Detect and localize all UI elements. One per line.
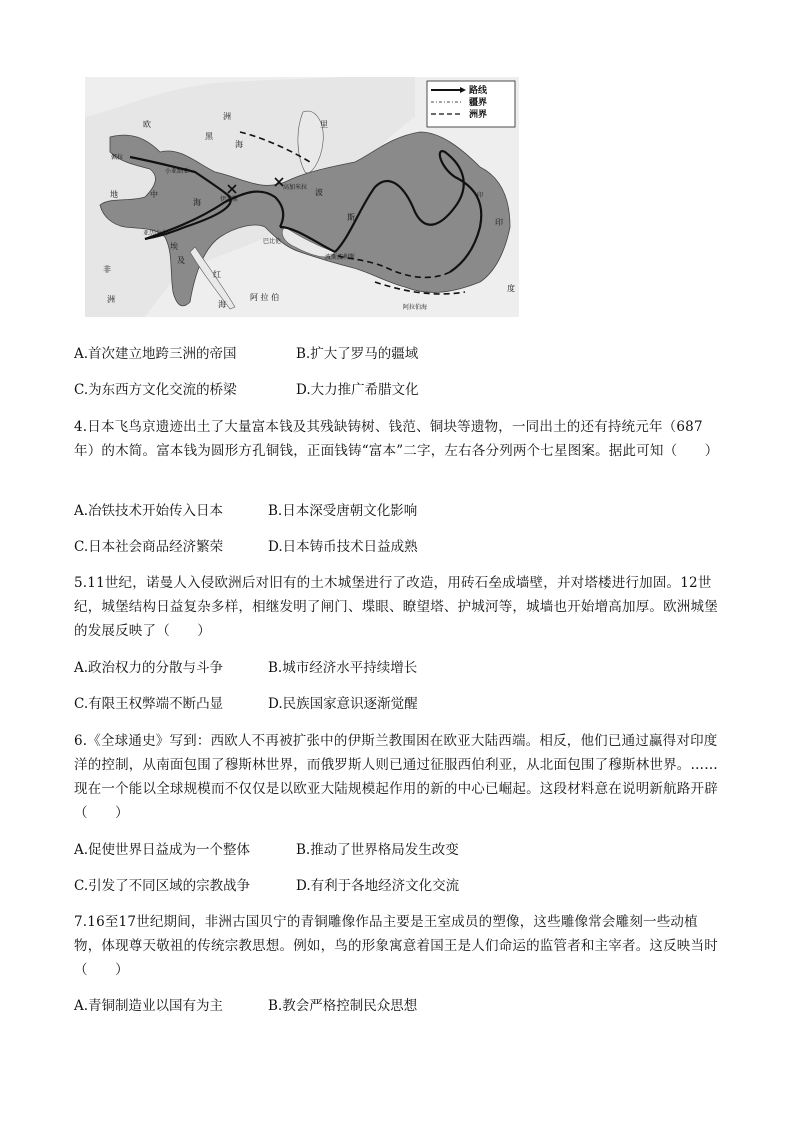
label-pella: 佩拉 — [111, 154, 124, 161]
q7-option-a[interactable]: A.青铜制造业以国有为主 — [74, 998, 224, 1014]
q6-option-a[interactable]: A.促使世界日益成为一个整体 — [74, 842, 251, 858]
label-si: 斯 — [347, 213, 355, 222]
label-hai3: 海 — [218, 300, 226, 309]
label-li: 里 — [320, 120, 328, 129]
label-persepolis: 波斯波利斯 — [325, 254, 356, 261]
q3-option-d[interactable]: D.大力推广希腊文化 — [296, 382, 419, 398]
label-hong: 红 — [213, 270, 221, 279]
label-hei: 黑 — [205, 132, 213, 141]
q6-option-b[interactable]: B.推动了世界格局发生改变 — [296, 842, 459, 858]
label-zhong: 中 — [150, 190, 158, 199]
legend-border: 疆界 — [469, 98, 488, 108]
q6-option-c[interactable]: C.引发了不同区域的宗教战争 — [74, 878, 251, 894]
alexander-campaign-map — [85, 77, 519, 317]
label-arabian-sea: 阿拉伯海 — [403, 304, 428, 311]
q3-option-b[interactable]: B.扩大了罗马的疆域 — [296, 346, 419, 362]
label-hai2: 海 — [193, 198, 201, 207]
label-asia-minor: 小亚细亚 — [165, 168, 190, 175]
label-alexandria: 亚历山大 — [143, 230, 168, 237]
q5-option-d[interactable]: D.民族国家意识逐渐觉醒 — [268, 696, 418, 712]
label-gaugamela: 高加米拉 — [283, 184, 308, 191]
label-issus: 伊苏斯 — [220, 196, 239, 203]
label-hai1: 海 — [235, 140, 243, 149]
label-zhou: 洲 — [223, 112, 231, 121]
q4-option-c[interactable]: C.日本社会商品经济繁荣 — [74, 539, 224, 555]
legend-route: 路线 — [469, 86, 488, 96]
q5-option-b[interactable]: B.城市经济水平持续增长 — [268, 660, 418, 676]
label-ind: 印 — [477, 192, 484, 199]
q6-stem: 6.《全球通史》写到：西欧人不再被扩张中的伊斯兰教围困在欧亚大陆西端。相反，他们已通过赢得对印度洋的控制，从南面包围了穆斯林世界，而俄罗斯人则已通过征服西伯利亚，从北面包围了穆斯林世界。……现在一个能以全球规模而不仅仅是以欧亚大陆规模起作用的新的中心已崛起。这段材料意在说明新航路开辟（ ） — [74, 733, 718, 821]
label-ai: 埃 — [170, 242, 178, 251]
q4-option-d[interactable]: D.日本铸币技术日益成熟 — [268, 539, 418, 555]
q7-option-b[interactable]: B.教会严格控制民众思想 — [268, 998, 418, 1014]
label-du: 度 — [507, 284, 515, 293]
label-zhou2: 洲 — [107, 295, 115, 304]
q7-stem: 7.16至17世纪期间，非洲古国贝宁的青铜雕像作品主要是王室成员的塑像，这些雕像常会雕刻一些动植物，体现尊天敬祖的传统宗教思想。例如，鸟的形象寓意着国王是人们命运的监管者和主宰者。这反映当时（ ） — [74, 914, 718, 978]
q4-stem: 4.日本飞鸟京遗迹出土了大量富本钱及其残缺铸树、钱范、铜块等遗物，一同出土的还有持统元年（687年）的木简。富本钱为圆形方孔铜钱，正面钱铸“富本”二字，左右各分列两个七星图案。据此可知（ ） — [74, 419, 719, 459]
q3-option-c[interactable]: C.为东西方文化交流的桥梁 — [74, 382, 237, 398]
q5-stem: 5.11世纪，诺曼人入侵欧洲后对旧有的土木城堡进行了改造，用砖石垒成墙壁，并对塔楼进行加固。12世纪，城堡结构日益复杂多样，相继发明了闸门、堞眼、瞭望塔、护城河等，城墙也开始增高加厚。欧洲城堡的发展反映了（ ） — [74, 575, 718, 639]
label-babylon: 巴比伦 — [263, 238, 282, 245]
label-ji: 及 — [177, 256, 185, 265]
label-ala: 阿 拉 伯 — [250, 293, 280, 302]
label-bo: 波 — [315, 188, 323, 197]
q4-option-b[interactable]: B.日本深受唐朝文化影响 — [268, 503, 418, 519]
q6-option-d[interactable]: D.有利于各地经济文化交流 — [296, 878, 460, 894]
q5-option-a[interactable]: A.政治权力的分散与斗争 — [74, 660, 224, 676]
q3-option-a[interactable]: A.首次建立地跨三洲的帝国 — [74, 346, 237, 362]
q5-option-c[interactable]: C.有限王权弊端不断凸显 — [74, 696, 224, 712]
label-ou: 欧 — [143, 120, 151, 129]
label-fei: 非 — [103, 265, 111, 274]
legend-continent: 洲界 — [469, 110, 488, 120]
label-yin: 印 — [495, 218, 503, 227]
q4-option-a[interactable]: A.冶铁技术开始传入日本 — [74, 503, 224, 519]
label-di: 地 — [110, 190, 118, 199]
